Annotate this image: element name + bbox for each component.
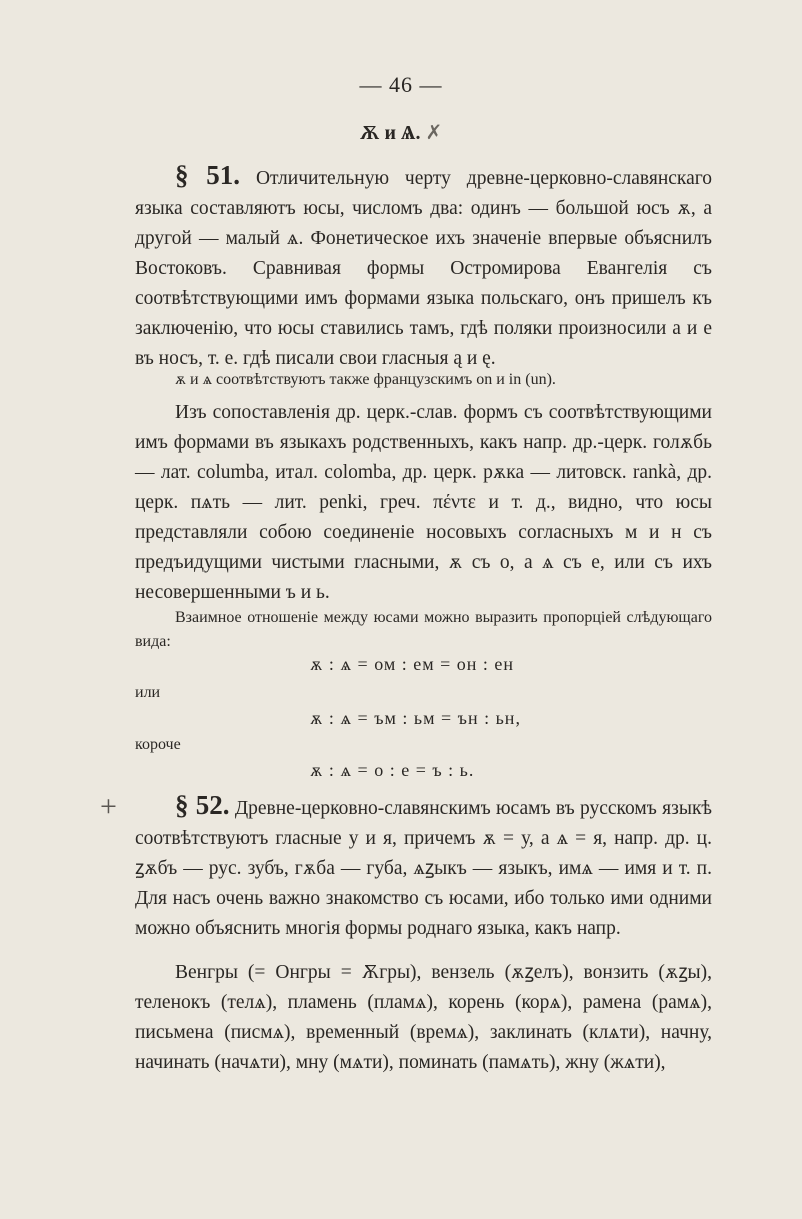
margin-cross-mark: +: [100, 790, 117, 823]
paragraph-comparison-text: Изъ сопоставленія др. церк.-слав. формъ съ соотвѣтствующими имъ формами въ языкахъ родственныхъ, какъ напр. др.-церк. голѫбь — лат. columba, итал. colomba, др. церк. рѫка — литовск. rankà, др. церк. пѧть — лит. penki, греч. πέντε и т. д., видно, что юсы представляли собою соединеніе носовыхъ согласныхъ м и н съ предъидущими чистыми гласными, ѫ съ о, а ѧ съ е, или съ ихъ несовершенными ъ и ь.: [135, 402, 712, 603]
pencil-mark-icon: ✗: [425, 122, 443, 144]
paragraph-comparison: [135, 398, 712, 608]
note-proportion: Взаимное отношеніе между юсами можно выразить пропорціей слѣдующаго вида:: [135, 609, 712, 650]
page-number: — 46 —: [359, 72, 443, 97]
paragraph-52-text: Древне-церковно-славянскимъ юсамъ въ русскомъ языкѣ соотвѣтствуютъ гласные у и я, причемъ ѫ = у, а ѧ = я, напр. др. ц. ꙁѫбъ — рус. зубъ, гѫба — губа, ѧꙁыкъ — языкъ, имѧ — имя и т. п. Для насъ очень важно знакомство съ юсами, ибо только ими одними можно объяснить многія формы роднаго языка, какъ напр.: [135, 798, 713, 939]
note-french-nasals: ѫ и ѧ соотвѣтствуютъ также французскимъ on и in (un).: [175, 371, 556, 388]
paragraph-examples: [135, 958, 712, 1078]
paragraph-51: [135, 160, 712, 374]
paragraph-52: [135, 790, 712, 944]
formula-1: ѫ : ѧ = ом : ем = он : ен: [310, 654, 515, 674]
connector-koroche: короче: [135, 736, 181, 753]
connector-ili: или: [135, 684, 161, 701]
heading-text: Ѫ и Ѧ.: [359, 122, 421, 144]
paragraph-51-text: Отличительную черту древне-церковно-славянскаго языка составляютъ юсы, числомъ два: одинъ — большой юсъ ѫ, а другой — малый ѧ. Фонетическое ихъ значеніе впервые объяснилъ Востоковъ. Сравнивая формы Остромирова Евангелія съ соотвѣтствующими имъ формами языка польскаго, онъ пришелъ къ заключенію, что юсы ставились тамъ, гдѣ поляки произносили а и е въ носъ, т. е. гдѣ писали свои гласныя ą и ę.: [135, 168, 713, 369]
formula-2: ѫ : ѧ = ъм : ьм = ън : ьн,: [310, 708, 521, 728]
section-number-52: § 52.: [175, 790, 230, 820]
section-number-51: § 51.: [175, 160, 241, 190]
paragraph-examples-text: Венгры (= Онгры = Ѫгры), вензель (ѫꙁелъ), вонзить (ѫꙁы), теленокъ (телѧ), пламень (пламѧ), корень (корѧ), рамена (рамѧ), письмена (писмѧ), временный (времѧ), заклинать (клѧти), начну, начинать (начѧти), мну (мѧти), поминать (памѧть), жну (жѧти),: [135, 962, 712, 1073]
formula-3: ѫ : ѧ = о : е = ъ : ь.: [310, 760, 475, 780]
section-heading: [0, 120, 802, 145]
